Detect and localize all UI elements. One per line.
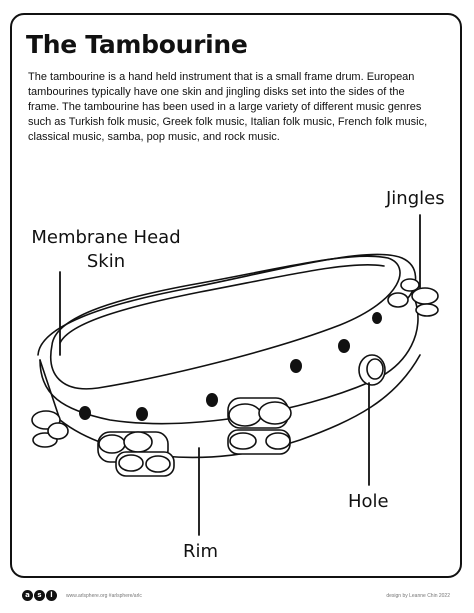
membrane-head-shape [51,256,400,389]
jingle-disk [259,402,291,424]
rim-tack [290,359,302,373]
jingle-disk [124,432,152,452]
jingle-disk [48,423,68,439]
rim-label: Rim [183,541,219,562]
brand-logo [22,590,57,601]
rim-tack [79,406,91,420]
jingle-disk [266,433,290,449]
logo-letter: a [22,590,33,601]
membrane-label-line1: Membrane Head [31,227,181,248]
jingle-disk [99,435,125,453]
rim-tack [136,407,148,421]
jingle-disk [119,455,143,471]
hole-label: Hole [348,491,389,512]
logo-letter: s [34,590,45,601]
page-title: The Tambourine [26,30,248,59]
jingles-label: Jingles [386,188,445,209]
membrane-label [22,226,190,274]
rim-tack [338,339,350,353]
jingle-disk [388,293,408,307]
rim-tack [372,312,382,324]
footer-credit: design by Leanne Chin 2022 [386,593,450,599]
jingle-disk [146,456,170,472]
footer [0,588,474,608]
logo-letter: l [46,590,57,601]
jingle-disk [230,433,256,449]
intro-paragraph: The tambourine is a hand held instrument that is a small frame drum. European tambourines typically have one skin and jingling disks set into the sides of the frame. The tambourine has been used in a large variety of different music genres such as Turkish folk music, Greek folk music, Italian folk music, French folk music, classical music, samba, pop music, and rock music. [28,71,428,143]
jingle-disk [416,304,438,316]
jingle-disk [401,279,419,291]
jingle-disk [229,404,261,426]
membrane-label-line2: Skin [86,251,126,272]
rim-tack [206,393,218,407]
footer-website[interactable]: www.arlsphere.org #arlsphere/arlc [66,593,142,599]
